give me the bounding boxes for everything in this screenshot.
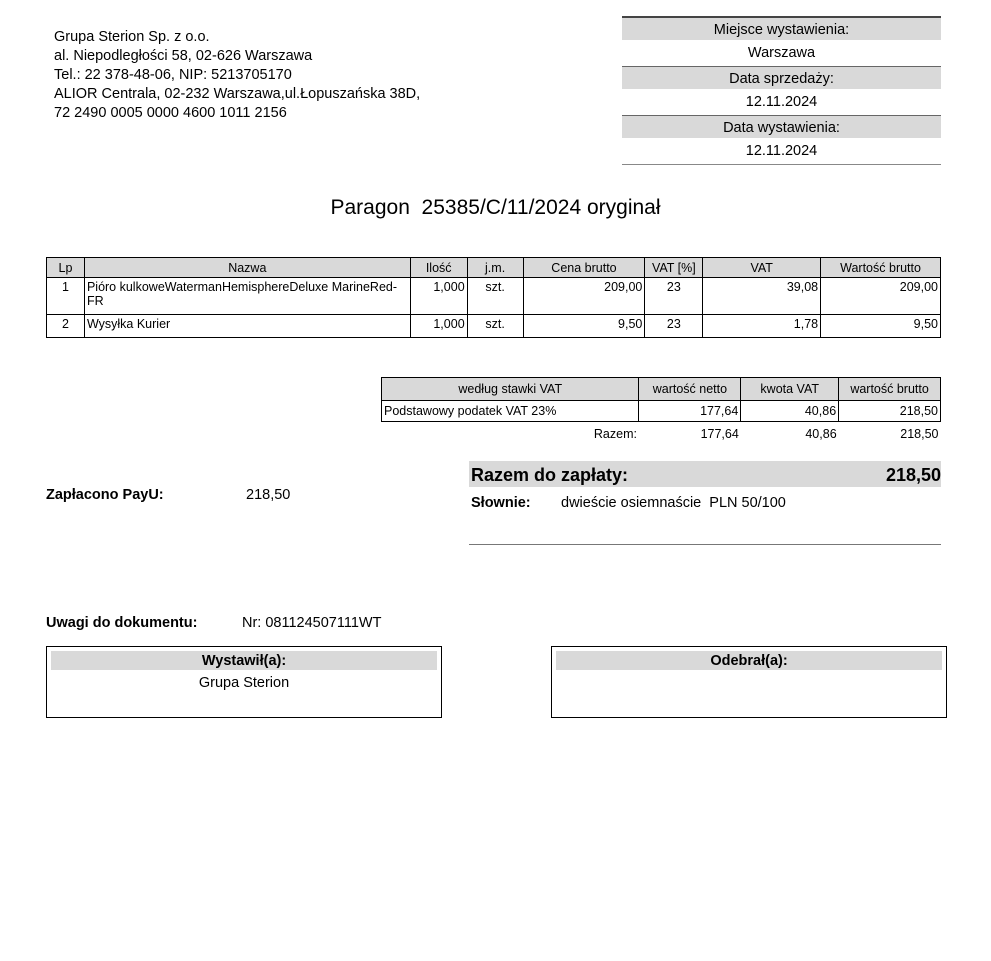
sale-date-value: 12.11.2024 <box>622 89 941 116</box>
col-qty: Ilość <box>410 258 467 278</box>
issued-by-value: Grupa Sterion <box>198 675 290 691</box>
row-qty: 1,000 <box>410 315 467 338</box>
in-words-value: dwieście osiemnaście PLN 50/100 <box>561 495 786 511</box>
table-row <box>382 401 941 422</box>
row-vat-rate: 23 <box>645 315 703 338</box>
col-name: Nazwa <box>84 258 410 278</box>
in-words-label: Słownie: <box>471 495 531 511</box>
document-title: Paragon 25385/C/11/2024 oryginał <box>330 196 661 219</box>
seller-account: 72 2490 0005 0000 4600 1011 2156 <box>54 105 287 121</box>
vat-total-row <box>382 422 941 445</box>
col-price: Cena brutto <box>523 258 645 278</box>
col-vat-rate: VAT [%] <box>645 258 703 278</box>
col-lp: Lp <box>47 258 85 278</box>
seller-name: Grupa Sterion Sp. z o.o. <box>54 29 210 45</box>
amount-due-label: Razem do zapłaty: <box>471 465 629 485</box>
row-gross: 209,00 <box>821 278 941 315</box>
amount-due-value: 218,50 <box>885 465 941 485</box>
vat-col-rate: według stawki VAT <box>382 378 639 401</box>
row-unit: szt. <box>467 315 523 338</box>
table-row <box>47 278 941 315</box>
seller-bank: ALIOR Centrala, 02-232 Warszawa,ul.Łopuszańska 38D, <box>54 86 421 102</box>
items-table <box>46 257 941 338</box>
issued-by-label: Wystawił(a): <box>51 651 437 670</box>
col-vat: VAT <box>703 258 821 278</box>
vat-net: 177,64 <box>639 401 741 422</box>
seller-address: al. Niepodległości 58, 02-626 Warszawa <box>54 48 313 64</box>
notes-label: Uwagi do dokumentu: <box>46 615 198 631</box>
vat-gross: 218,50 <box>839 401 941 422</box>
place-label: Miejsce wystawienia: <box>622 18 941 40</box>
vat-col-gross: wartość brutto <box>839 378 941 401</box>
seller-info <box>54 28 420 123</box>
total-gross: 218,50 <box>900 427 939 441</box>
vat-header-row <box>382 378 941 401</box>
vat-col-vat: kwota VAT <box>741 378 839 401</box>
row-vat: 39,08 <box>703 278 821 315</box>
received-by-label: Odebrał(a): <box>556 651 942 670</box>
row-name: Pióro kulkoweWatermanHemisphereDeluxe MarineRed-FR <box>84 278 410 315</box>
document-meta <box>622 16 941 165</box>
paid-value: 218,50 <box>246 487 291 503</box>
row-gross: 9,50 <box>821 315 941 338</box>
row-price: 9,50 <box>523 315 645 338</box>
row-lp: 2 <box>47 315 85 338</box>
total-net: 177,64 <box>700 427 739 441</box>
row-vat: 1,78 <box>703 315 821 338</box>
col-gross: Wartość brutto <box>821 258 941 278</box>
items-header-row <box>47 258 941 278</box>
paid-label: Zapłacono PayU: <box>46 487 164 503</box>
issued-by-box <box>46 646 442 718</box>
notes-value: Nr: 081124507111WT <box>242 615 382 631</box>
vat-summary-table <box>381 377 941 444</box>
issue-date-value: 12.11.2024 <box>622 138 941 165</box>
place-value: Warszawa <box>622 40 941 67</box>
issue-date-label: Data wystawienia: <box>622 116 941 138</box>
vat-rate: Podstawowy podatek VAT 23% <box>382 401 639 422</box>
row-vat-rate: 23 <box>645 278 703 315</box>
vat-amount: 40,86 <box>741 401 839 422</box>
total-vat: 40,86 <box>805 427 837 441</box>
row-price: 209,00 <box>523 278 645 315</box>
divider <box>469 544 941 545</box>
row-lp: 1 <box>47 278 85 315</box>
row-qty: 1,000 <box>410 278 467 315</box>
table-row <box>47 315 941 338</box>
sale-date-label: Data sprzedaży: <box>622 67 941 89</box>
received-by-box <box>551 646 947 718</box>
vat-col-net: wartość netto <box>639 378 741 401</box>
total-label: Razem: <box>593 427 637 441</box>
seller-phone-nip: Tel.: 22 378-48-06, NIP: 5213705170 <box>54 67 292 83</box>
row-unit: szt. <box>467 278 523 315</box>
row-name: Wysyłka Kurier <box>84 315 410 338</box>
col-unit: j.m. <box>467 258 523 278</box>
